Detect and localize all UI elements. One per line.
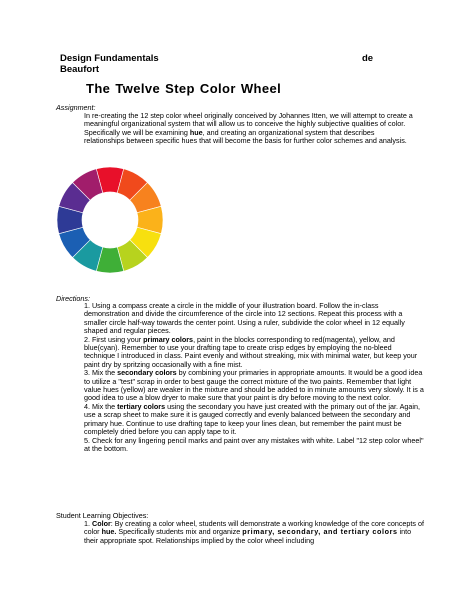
instructor-prefix: de	[362, 53, 374, 64]
slo-item-1: 1. Color: By creating a color wheel, students will demonstrate a working knowledge of the core concepts of color hue. Specifically students mix and organize primary, secondary, and tertiary colors into their appropriate spot. Relationships implied by the color wheel including	[84, 519, 424, 545]
color-wheel	[56, 166, 164, 274]
slo-text	[84, 520, 424, 545]
step-4: 4. Mix the tertiary colors using the secondary you have just created with the primary out of the jar. Again, use a scrap sheet to make sure it is gauged correctly and evenly balanced between the secondary and primary hue. Continue to use drafting tape to keep your lines clean, but remember the paint must be completely dried before you can apply tape to it.	[84, 401, 420, 437]
step-5: 5. Check for any lingering pencil marks and paint over any mistakes with white. Label "12 step color wheel" at the bottom.	[84, 435, 424, 453]
assignment-label: Assignment:	[56, 103, 96, 112]
course-name: Design Fundamentals	[60, 53, 159, 64]
directions-text	[84, 302, 424, 453]
directions-label: Directions:	[56, 294, 90, 303]
slo-label: Student Learning Objectives:	[56, 511, 149, 520]
header-course	[60, 53, 380, 75]
step-2: 2. First using your primary colors, paint in the blocks corresponding to red(magenta), yellow, and blue(cyan). Remember to use your drafting tape to create crisp edges by employing the no-bleed technique I introduced in class. Paint evenly and without streaking, mix with minimal water, but keep your paint dry by spritzing occasionally with a fine mist.	[84, 334, 418, 369]
instructor-name: Beaufort	[60, 64, 100, 75]
step-1: 1. Using a compass create a circle in the middle of your illustration board. Follow the in-class demonstration and divide the circumference of the circle into 12 sections. Repeat this process with a smaller circle half-way towards the center point. Using a ruler, subdivide the color wheel in 12 equally shaped and regular pieces.	[84, 301, 405, 336]
step-3: 3. Mix the secondary colors by combining your primaries in appropriate amounts. It would be a good idea to utilize a "test" scrap in order to best gauge the correct mixture of the two paints. Remember that light value hues (yellow) are weaker in the mixture and should be added to in minute amounts very slowly. It is a good idea to use a blow dryer to make sure that your paint is dry before moving to the next color.	[84, 368, 424, 403]
page-title: The Twelve Step Color Wheel	[86, 81, 282, 96]
assignment-text: In re-creating the 12 step color wheel originally conceived by Johannes Itten, we will attempt to create a meaningful organizational system that will allow us to conceive the highly subjective qualities of color. Specifically we will be examining hue, and creating an organizational system that describes relationships between specific hues that will become the basis for further color schemes and analysis.	[84, 111, 413, 146]
